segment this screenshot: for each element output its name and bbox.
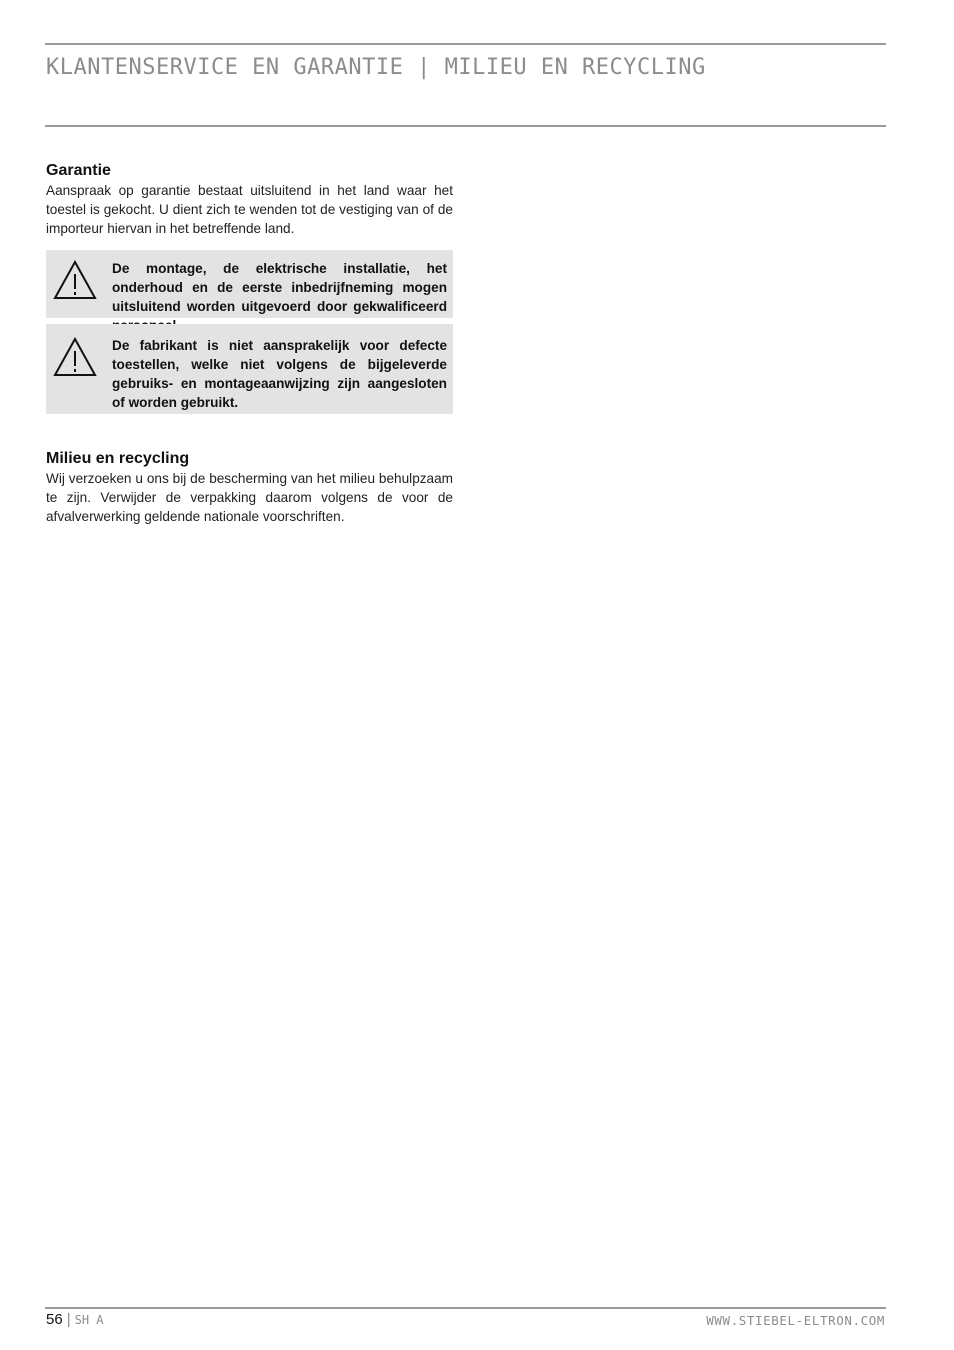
warning-box [46,250,453,318]
warning-box [46,324,453,414]
page-number: 56 [46,1311,63,1328]
section-milieu-recycling [46,449,453,526]
milieu-paragraph: Wij verzoeken u ons bij de bescherming van het milieu behulpzaam te zijn. Verwijder de verpakking daarom volgens de voor de afvalverwerking geldende nationale voorschriften. [46,471,453,524]
warning-text: De fabrikant is niet aansprakelijk voor defecte toestellen, welke niet volgens de bijgeleverde gebruiks- en montageaanwijzing zijn aangesloten of worden gebruikt. [112,338,447,410]
page-title: KLANTENSERVICE EN GARANTIE | MILIEU EN RECYCLING [46,55,706,80]
garantie-paragraph: Aanspraak op garantie bestaat uitsluitend in het land waar het toestel is gekocht. U dient zich te wenden tot de vestiging van of de importeur hiervan in het betreffende land. [46,183,453,236]
header-top-rule [45,43,886,45]
footer-separator: | [66,1311,71,1328]
warning-triangle-icon [53,337,97,377]
document-code: SH A [74,1313,104,1327]
milieu-heading: Milieu en recycling [46,450,190,467]
footer-rule [45,1307,886,1309]
garantie-heading: Garantie [46,162,111,179]
footer-page-info [46,1311,104,1328]
footer-website-url: WWW.STIEBEL-ELTRON.COM [706,1313,885,1328]
warning-text: De montage, de elektrische installatie, het onderhoud en de eerste inbedrijfneming mogen uitsluitend worden uitgevoerd door gekwalificeerd [112,261,447,314]
warning-triangle-icon [53,260,97,300]
header-bottom-rule [45,125,886,127]
section-garantie [46,161,453,238]
